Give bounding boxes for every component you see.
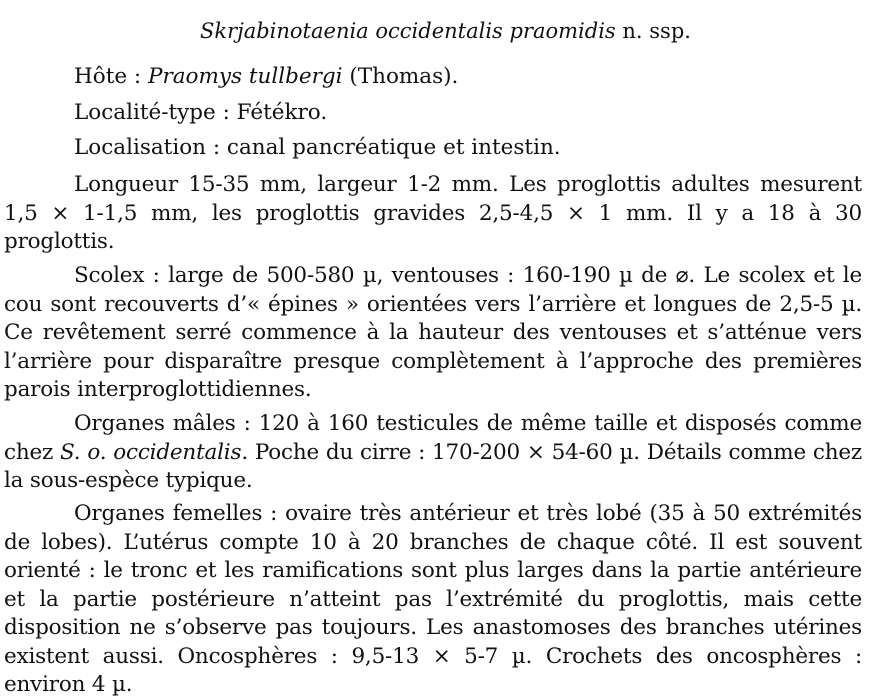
host-name: Praomys tullbergi xyxy=(147,64,343,89)
title-suffix: n. ssp. xyxy=(615,19,691,43)
host-author: (Thomas). xyxy=(342,64,459,89)
male-organs-paragraph xyxy=(4,410,862,496)
host-line xyxy=(74,62,458,92)
host-label: Hôte : xyxy=(74,64,148,89)
species-name: Skrjabinotaenia occidentalis praomidis xyxy=(200,19,616,43)
locality-line: Localité-type : Fétékro. xyxy=(74,100,328,125)
male-text-start: Organes mâles : 120 à 160 testicules de même taille et disposés comme chez xyxy=(4,411,862,465)
page-title xyxy=(0,16,891,46)
male-species-ref: S. o. occidentalis xyxy=(60,439,242,465)
localisation-line: Localisation : canal pancréatique et intestin. xyxy=(74,135,561,160)
scolex-paragraph: Scolex : large de 500-580 µ, ventouses : 160-190 µ de ⌀. Le scolex et le cou sont recouverts d’« épines » orientées vers l’arrière et longues de 2,5-5 µ. Ce revêtement serré commence à la hauteur des ventouses et s’atténue vers l’arrière pour disparaître presque complètement à l’approche des premières parois interproglottidiennes. xyxy=(4,263,862,402)
female-organs-paragraph: Organes femelles : ovaire très antérieur et très lobé (35 à 50 extrémités de lobes). L’utérus compte 10 à 20 branches de chaque côté. Il est souvent orienté : le tronc et les ramifications sont plus larges dans la partie antérieure et la partie postérieure n’atteint pas l’extrémité du proglottis, mais cette disposition ne s’observe pas toujours. Les anastomoses des branches utérines existent aussi. Oncosphères : 9,5-13 × 5-7 µ. Crochets des oncosphères : environ 4 µ. xyxy=(4,501,862,697)
male-text-end: . Poche du cirre : 170-200 × 54-60 µ. Détails comme chez la sous-espèce typique. xyxy=(4,439,863,493)
dimensions-paragraph: Longueur 15-35 mm, largeur 1-2 mm. Les proglottis adultes mesurent 1,5 × 1-1,5 mm, les proglottis gravides 2,5-4,5 × 1 mm. Il y a 18 à 30 proglottis. xyxy=(4,172,862,254)
